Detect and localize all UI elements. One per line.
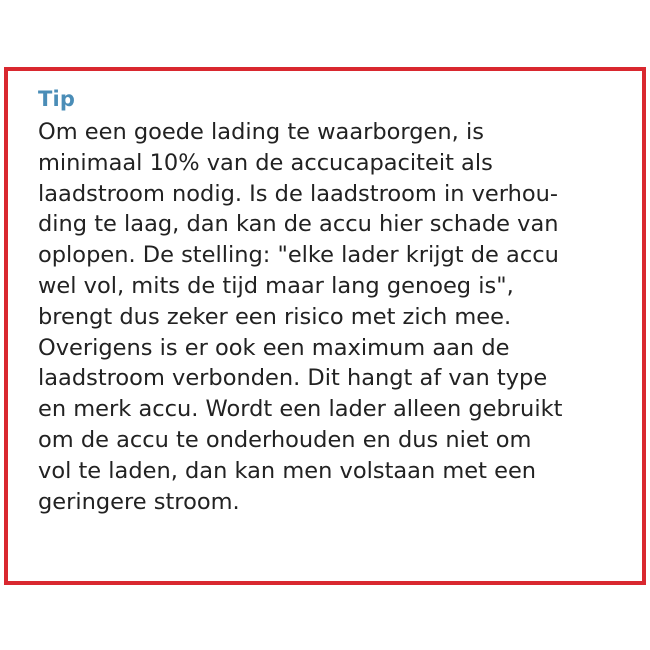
tip-box (4, 67, 646, 585)
tip-line: Om een goede lading te waarborgen, is (38, 119, 484, 145)
tip-title: Tip (38, 87, 76, 111)
tip-line: brengt dus zeker een risico met zich mee. (38, 303, 512, 330)
tip-line: minimaal 10% van de accucapaciteit als (38, 149, 493, 176)
tip-line: en merk accu. Wordt een lader alleen gebruikt (38, 396, 563, 423)
tip-line: wel vol, mits de tijd maar lang genoeg is", (38, 272, 514, 299)
tip-line: vol te laden, dan kan men volstaan met een (38, 457, 537, 484)
tip-line: ding te laag, dan kan de accu hier schade van (38, 211, 559, 238)
tip-line: laadstroom nodig. Is de laadstroom in verhou- (38, 180, 559, 207)
tip-line: Overigens is er ook een maximum aan de (38, 334, 510, 361)
tip-line: geringere stroom. (38, 488, 240, 515)
tip-line: laadstroom verbonden. Dit hangt af van type (38, 365, 548, 392)
tip-line: om de accu te onderhouden en dus niet om (38, 426, 532, 453)
tip-body (38, 117, 638, 517)
tip-line: oplopen. De stelling: "elke lader krijgt de accu (38, 242, 559, 269)
